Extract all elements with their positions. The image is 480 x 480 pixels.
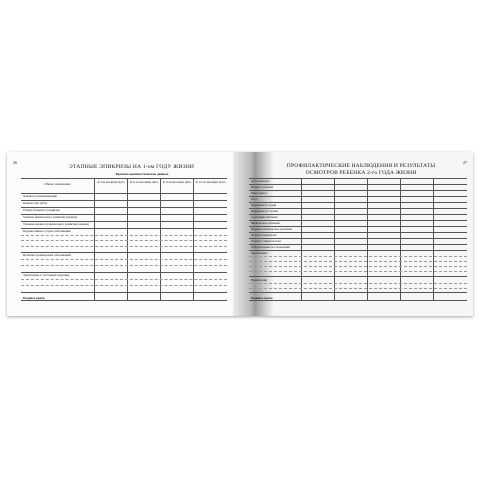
- table-top-border: [249, 178, 467, 179]
- row-label-signature: Подпись врача: [251, 296, 273, 300]
- row-label: Масса (вес): [251, 191, 267, 195]
- row-label: Лабораторные исследования: [251, 245, 290, 249]
- header-12-months: К 12-ти месяцам Дата: [195, 180, 226, 184]
- writing-line: [21, 265, 227, 266]
- header-3-months: К 3-м месяцам Дата: [97, 180, 125, 184]
- writing-line: [249, 266, 467, 267]
- column-divider: [94, 178, 95, 300]
- row-label: Нервно-психическое развитие: [251, 227, 293, 231]
- header-6-months: К 6-ти месяцам Дата: [129, 180, 159, 184]
- row-label: Количество зубов: [23, 201, 48, 205]
- row-label: Осмотр педиатром: [251, 233, 277, 237]
- row-label: Рост: [251, 197, 258, 201]
- right-page-title: [281, 163, 441, 176]
- row-label: Заключение о состоянии здоровья: [23, 273, 70, 277]
- row-label: Окружность головы: [251, 209, 279, 213]
- writing-line: [21, 259, 227, 260]
- column-divider: [193, 178, 194, 300]
- row-label: Перенесенные острые заболевания: [23, 229, 71, 233]
- writing-line: [249, 271, 467, 272]
- page-number-left: 26: [13, 160, 17, 165]
- right-title-line-2: ОСМОТРОВ РЕБЕНКА 2-го ГОДА ЖИЗНИ: [305, 169, 417, 176]
- table-bottom-border: [249, 300, 467, 301]
- writing-line: [249, 261, 467, 262]
- writing-line: [21, 235, 227, 236]
- writing-line: [21, 285, 227, 286]
- row-label: Наличие хронических заболеваний: [23, 253, 71, 257]
- row-label: Окружность груди: [251, 203, 277, 207]
- row-label-signature: Подпись врача: [23, 296, 45, 300]
- left-page: [7, 152, 239, 316]
- row-label: Уровень физического развития (оценка): [23, 215, 78, 219]
- row-label: Состояние питания: [251, 215, 278, 219]
- right-title-line-1: ПРОФИЛАКТИЧЕСКИЕ НАБЛЮДЕНИЯ И РЕЗУЛЬТАТЫ: [286, 163, 436, 169]
- writing-line: [249, 256, 467, 257]
- row-label: Физическое развитие: [251, 221, 280, 225]
- column-divider: [160, 178, 161, 300]
- header-9-months: К 9-ти месяцам Дата: [162, 180, 192, 184]
- row-label: Характер вскармливания: [23, 194, 57, 198]
- left-page-title: ЭТАПНЫЕ ЭПИКРИЗЫ НА 1-ом ГОДУ ЖИЗНИ: [69, 164, 195, 170]
- writing-line: [21, 246, 227, 247]
- row-label: Назначения: [251, 278, 267, 282]
- left-page-subtitle: Краткие анамнестические данные: [115, 172, 169, 176]
- row-label: Осмотр стоматологом: [251, 239, 281, 243]
- table-bottom-border: [21, 300, 227, 301]
- header-general-conclusion: Общее заключение: [44, 182, 71, 186]
- row-label: Заключение: [251, 251, 268, 255]
- row-label: Дата осмотра: [251, 179, 270, 183]
- writing-line: [249, 283, 467, 284]
- column-divider: [127, 178, 128, 300]
- booklet-spread: [7, 152, 473, 316]
- row-label: Уровень нервно-психического развития (оценка): [23, 222, 90, 226]
- right-page: [241, 152, 473, 316]
- writing-line: [249, 288, 467, 289]
- writing-line: [21, 279, 227, 280]
- row-label: Возраст ребенка: [251, 185, 274, 189]
- table-top-border: [21, 178, 227, 179]
- writing-line: [21, 240, 227, 241]
- row-label: Размер большого родничка: [23, 208, 60, 212]
- page-number-right: 27: [463, 160, 467, 165]
